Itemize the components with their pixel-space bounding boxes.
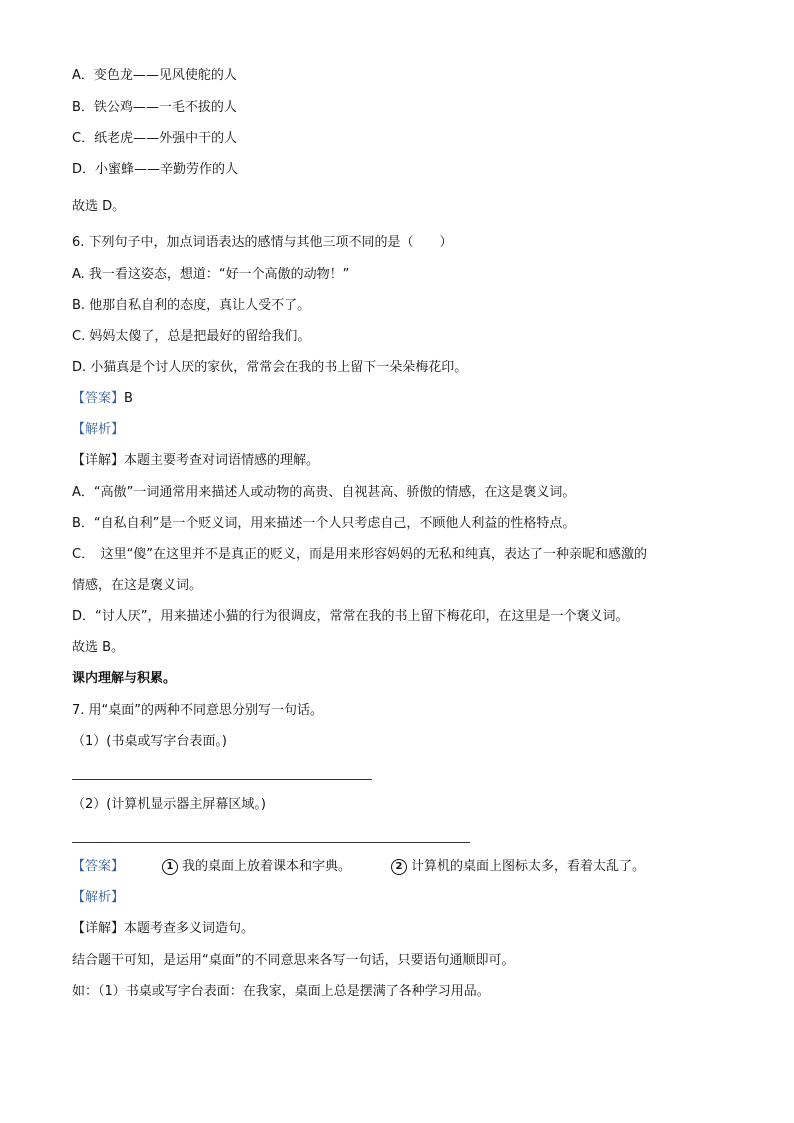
answer-tag: 【答案】	[72, 859, 125, 874]
q7-explanation-1: 结合题干可知，是运用“桌面”的不同意思来各写一句话，只要语句通顺即可。	[72, 953, 515, 968]
q5-option-b: B．铁公鸡——一毛不拔的人	[72, 100, 237, 115]
q7-answer-row	[72, 858, 645, 876]
q6-option-c: C. 妈妈太傻了，总是把最好的留给我们。	[72, 329, 311, 344]
q6-analysis-tag	[72, 421, 124, 439]
q6-option-a: A. 我一看这姿态，想道：“好一个高傲的动物！”	[72, 267, 350, 282]
q7-analysis-tag	[72, 889, 124, 907]
q6-detail: 本题主要考查对词语情感的理解。	[124, 453, 320, 468]
q5-option-d: D．小蜜蜂——辛勤劳作的人	[72, 162, 239, 177]
q5-option-a: A．变色龙——见风使舵的人	[72, 68, 237, 83]
q6-conclusion: 故选 B。	[72, 640, 125, 655]
q6-stem: 6. 下列句子中，加点词语表达的感情与其他三项不同的是（ ）	[72, 235, 453, 250]
detail-tag: 【详解】	[72, 453, 125, 468]
answer-line-2[interactable]	[72, 842, 470, 843]
analysis-tag: 【解析】	[72, 422, 125, 437]
q7-detail: 本题考查多义词造句。	[124, 921, 255, 936]
circled-number-1: 1	[162, 859, 178, 875]
q7-answer-1: 我的桌面上放着课本和字典。	[182, 859, 352, 874]
q6-option-b: B. 他那自私自利的态度，真让人受不了。	[72, 298, 311, 313]
q5-option-c: C．纸老虎——外强中干的人	[72, 131, 238, 146]
q7-answer-2: 计算机的桌面上图标太多，看着太乱了。	[411, 859, 646, 874]
q6-answer: B	[124, 391, 133, 406]
section-title: 课内理解与积累。	[72, 671, 177, 686]
analysis-tag: 【解析】	[72, 890, 125, 905]
q6-explanation-a: A．“高傲”一词通常用来描述人或动物的高贵、自视甚高、骄傲的情感，在这是褒义词。	[72, 485, 576, 500]
answer-tag: 【答案】	[72, 391, 125, 406]
q6-detail-row	[72, 452, 319, 470]
q7-sub2: （2）(计算机显示器主屏幕区域。)	[72, 797, 266, 812]
detail-tag: 【详解】	[72, 921, 125, 936]
circled-number-2: 2	[391, 859, 407, 875]
q6-answer-row	[72, 390, 133, 408]
q6-explanation-d: D．“讨人厌”，用来描述小猫的行为很调皮，常常在我的书上留下梅花印，在这里是一个褒义词。	[72, 609, 629, 624]
q7-sub1: （1）(书桌或写字台表面。)	[72, 734, 227, 749]
q6-explanation-b: B．“自私自利”是一个贬义词，用来描述一个人只考虑自己，不顾他人利益的性格特点。	[72, 516, 576, 531]
q6-explanation-c: C． 这里“傻”在这里并不是真正的贬义，而是用来形容妈妈的无私和纯真，表达了一种亲昵和感激的	[72, 547, 648, 562]
q7-explanation-2: 如：（1）书桌或写字台表面：在我家，桌面上总是摆满了各种学习用品。	[72, 984, 490, 999]
q6-option-d: D. 小猫真是个讨人厌的家伙，常常会在我的书上留下一朵朵梅花印。	[72, 360, 468, 375]
q6-explanation-c-cont: 情感，在这是褒义词。	[72, 578, 203, 593]
q7-stem: 7. 用“桌面”的两种不同意思分别写一句话。	[72, 703, 324, 718]
q7-detail-row	[72, 920, 254, 938]
answer-line-1[interactable]	[72, 779, 372, 780]
q5-conclusion: 故选 D。	[72, 199, 126, 214]
